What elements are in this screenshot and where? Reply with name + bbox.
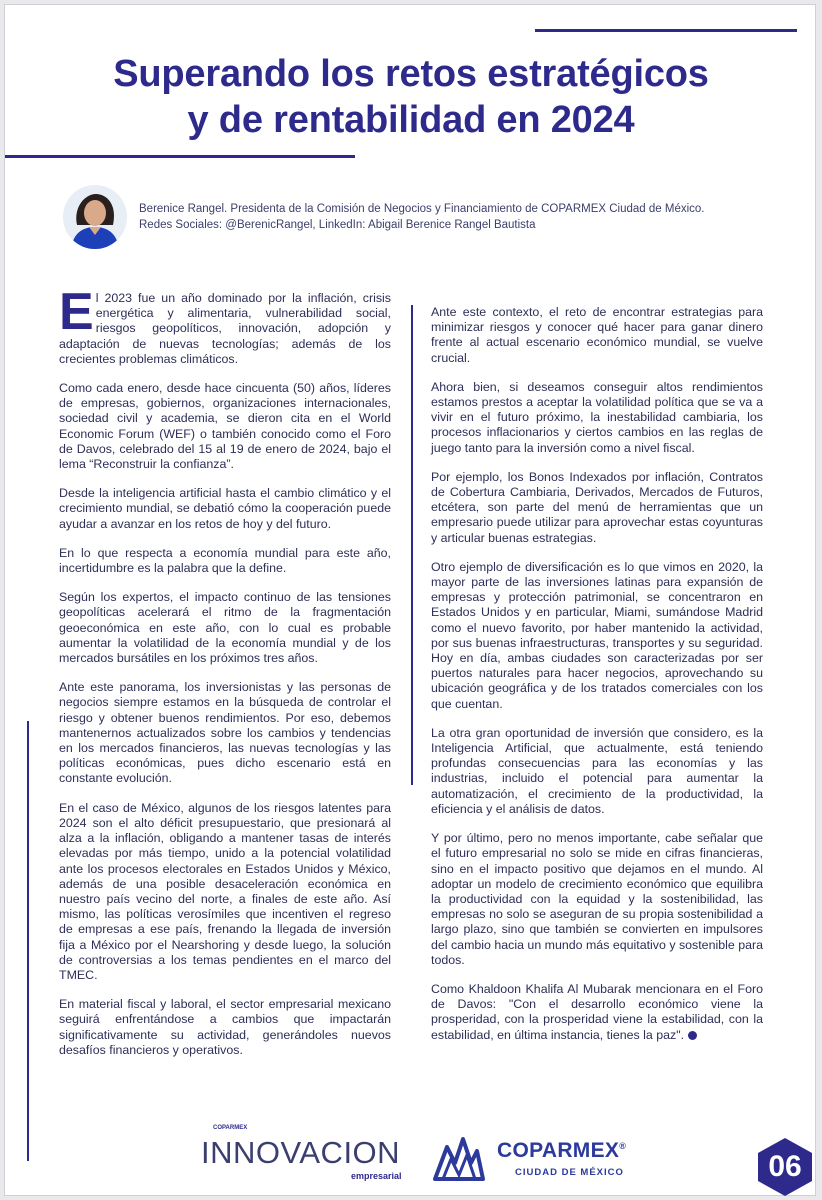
coparmex-wordmark: COPARMEX®: [497, 1139, 627, 1162]
coparmex-city: CIUDAD DE MÉXICO: [515, 1167, 624, 1178]
closing-quote: Como Khaldoon Khalifa Al Mubarak mencionara en el Foro de Davos: "Con el desarrollo económico viene la prosperidad, con la prosperidad viene la estabilidad, con la estabilidad, en última instancia, tienes la paz".: [431, 981, 763, 1042]
author-bio: Berenice Rangel. Presidenta de la Comisión de Negocios y Financiamiento de COPARMEX Ciudad de México.: [139, 203, 705, 215]
paragraph: En el caso de México, algunos de los riesgos latentes para 2024 son el alto déficit presupuestario, que presionará al alza a la inflación, obligando a mantener tasas de interés elevadas por más tiempo, unido a la potencial volatilidad ante los procesos electorales en Estados Unidos y México, además de una posible desaceleración económica en nuestro país vecino del norte, a finales de este año. Así mismo, las políticas verosímiles que incentiven el regreso de empresas a ese país, frenando la llegada de inversión fija a México por el Nearshoring y desde luego, la solución de controversias a los temas pendientes en el marco del TMEC.: [59, 800, 391, 982]
page-number-badge: [754, 1136, 816, 1198]
paragraph: En material fiscal y laboral, el sector empresarial mexicano seguirá enfrentándose a cambios que impactarán significativamente su actividad, generándoles nuevos desafíos financieros y operativos.: [59, 997, 391, 1057]
author-block: [63, 185, 783, 249]
innovacion-logo: [201, 1125, 401, 1185]
left-column: [59, 283, 391, 1072]
innovacion-publisher: COPARMEX: [213, 1125, 248, 1131]
title-line-1: Superando los retos estratégicos: [113, 53, 709, 95]
left-accent-bar: [27, 721, 29, 1161]
title-line-2: y de rentabilidad en 2024: [187, 99, 635, 141]
paragraph: La otra gran oportunidad de inversión que considero, es la Inteligencia Artificial, que actualmente, está teniendo profundas consecuencias para las economías y las industrias, incluido el potencial para aumentar la automatización, el crecimiento de la productividad, la eficiencia y el análisis de datos.: [431, 725, 763, 816]
end-of-article-icon: [688, 1031, 697, 1040]
author-avatar: [63, 185, 127, 249]
paragraph: El 2023 fue un año dominado por la inflación, crisis energética y alimentaria, vulnerabilidad social, riesgos geopolíticos, innovación, adopción y adaptación de nuevas tecnologías; además de los crecientes problemas climáticos.: [59, 283, 391, 366]
author-social: Redes Sociales: @BerenicRangel, LinkedIn: Abigail Berenice Rangel Bautista: [139, 219, 536, 231]
paragraph: Como cada enero, desde hace cincuenta (50) años, líderes de empresas, gobiernos, organizaciones internacionales, sociedad civil y academia, se dieron cita en el World Economic Forum (WEF) o también conocido como el Foro de Davos, celebrado del 15 al 19 de enero de 2024, bajo el lema “Reconstruir la confianza”.: [59, 381, 391, 472]
drop-cap: E: [59, 283, 94, 341]
title-underline-rule: [5, 155, 355, 158]
paragraph: Y por último, pero no menos importante, cabe señalar que el futuro empresarial no solo se mide en cifras financieras, sino en el impacto positivo que dejamos en el mundo. Al adoptar un modelo de crecimiento económico que equilibra la productividad con la equidad y la sostenibilidad, las empresas no solo se aseguran de su propia sostenibilidad a largo plazo, sino que también se convierten en impulsores del cambio hacia un mundo más equitativo y sostenible para todos.: [431, 831, 763, 967]
author-portrait-icon: [63, 185, 127, 249]
right-accent-bar: [411, 305, 413, 785]
magazine-page: [4, 4, 816, 1196]
article-title: [5, 51, 816, 143]
paragraph: Según los expertos, el impacto continuo de las tensiones geopolíticas acelerará el ritmo de la fragmentación geoeconómica en este año, con lo cual es probable aumentar la volatilidad de la economía mundial y de los mercados bursátiles en los próximos tres años.: [59, 590, 391, 666]
innovacion-wordmark: INNOVACION: [201, 1135, 401, 1170]
coparmex-emblem-icon: [433, 1133, 485, 1181]
author-credit: [139, 201, 789, 233]
right-column: [431, 305, 763, 1057]
page-number: 06: [768, 1150, 802, 1183]
top-accent-rule: [535, 29, 797, 32]
paragraph: [431, 982, 763, 1043]
paragraph: Ante este contexto, el reto de encontrar estrategias para minimizar riesgos y conocer qué hacer para ganar dinero frente al actual escenario económico mundial, se vuelve crucial.: [431, 305, 763, 365]
paragraph: Desde la inteligencia artificial hasta el cambio climático y el crecimiento mundial, se debatió cómo la cooperación puede ayudar a avanzar en los retos de hoy y del futuro.: [59, 486, 391, 531]
paragraph: Por ejemplo, los Bonos Indexados por inflación, Contratos de Cobertura Cambiaria, Derivados, Mercados de Futuros, etcétera, son parte del menú de herramientas que un empresario puede utilizar para aprovechar estas coyunturas y articular buenas estrategias.: [431, 469, 763, 545]
registered-mark: ®: [619, 1141, 627, 1151]
coparmex-logo: [433, 1129, 653, 1189]
paragraph: Ante este panorama, los inversionistas y las personas de negocios siempre estamos en la búsqueda de controlar el riesgo y obtener buenos rendimientos. Por eso, debemos mantenernos actualizados sobre los cambios y tendencias en los mercados financieros, las nuevas tecnologías y las políticas económicas, pues dicho escenario está en constante evolución.: [59, 680, 391, 786]
innovacion-tagline: empresarial: [351, 1171, 402, 1181]
paragraph: En lo que respecta a economía mundial para este año, incertidumbre es la palabra que la define.: [59, 545, 391, 576]
paragraph: Otro ejemplo de diversificación es lo que vimos en 2020, la mayor parte de las inversiones latinas para expansión de empresas y protección patrimonial, se concentraron en Estados Unidos y en particular, Miami, sumándose Madrid como el nuevo favorito, por haber mantenido la actividad, por sus buenas infraestructuras, transportes y su seguridad. Hoy en día, ambas ciudades son caracterizadas por ser puertos naturales para hacer negocios, aprovechando su ubicación geográfica y de los tratados comerciales con los que cuentan.: [431, 559, 763, 711]
footer: [5, 1119, 816, 1196]
paragraph: Ahora bien, si deseamos conseguir altos rendimientos estamos prestos a aceptar la volatilidad política que se va a vivir en el futuro próximo, la inestabilidad cambiaria, los procesos inflacionarios y ciertos cambios en las reglas de juego tanto para la inversión como a nivel fiscal.: [431, 379, 763, 455]
